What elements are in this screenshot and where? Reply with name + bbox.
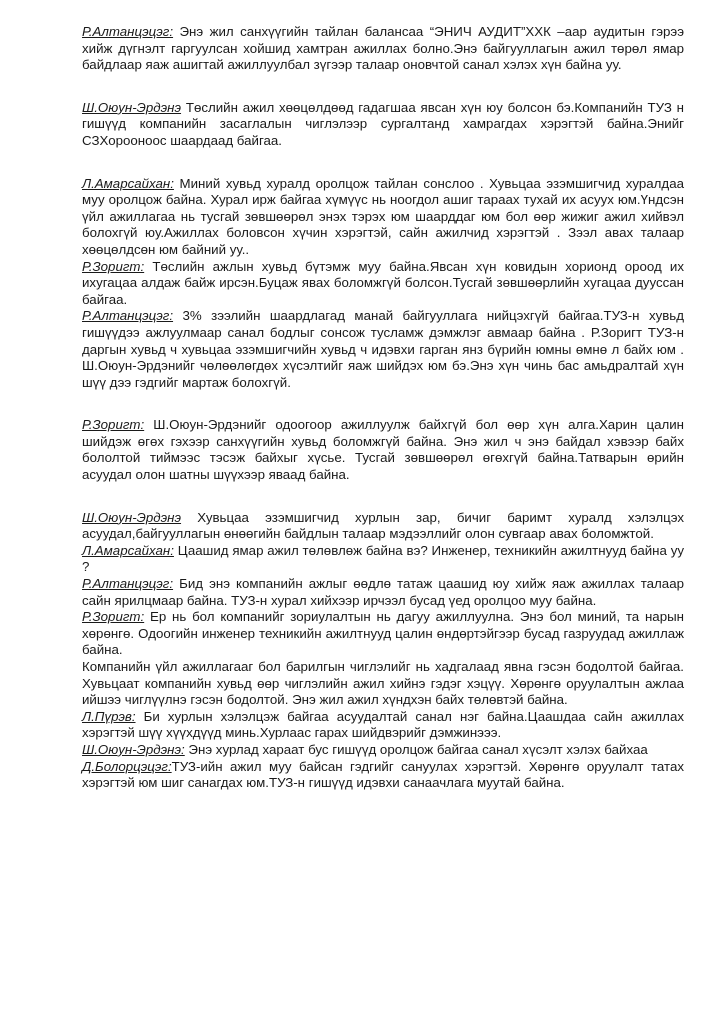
paragraph — [82, 543, 684, 576]
paragraph-text: Би хурлын хэлэлцэж байгаа асуудалтай санал нэг байна.Цаашдаа сайн ажиллах хэрэгтэй шүү хүүхдүүд минь.Хурлаас гарах шийдвэрийг дэмжинэээ. — [82, 708, 684, 741]
paragraph — [82, 510, 684, 543]
paragraph — [82, 576, 684, 609]
speaker-name: Р.Алтанцэцэг: — [82, 576, 174, 592]
paragraph-text: Төслийн ажлын хувьд бүтэмж муу байна.Явсан хүн ковидын хорионд ороод их ихугацаа алдаж байж ирсэн.Буцаж явах боломжгүй болсон.Тусгай зөвшөөрлийн хугацаа дууссан байгаа. — [82, 258, 684, 307]
paragraph-gap — [82, 484, 684, 510]
paragraph-gap — [82, 391, 684, 417]
speaker-name: Л.Пүрэв: — [82, 708, 136, 724]
paragraph — [82, 742, 684, 759]
speaker-name: Р.Зоригт: — [82, 609, 145, 625]
paragraph — [82, 308, 684, 391]
paragraph — [82, 709, 684, 742]
paragraph — [82, 417, 684, 483]
paragraph-text: Компанийн үйл ажиллагааг бол барилгын чиглэлийг нь хадгалаад явна гэсэн бодолтой байгаа. Хувьцаат компанийн хувьд өөр чиглэлийн ажил хийнэ гэдэг хэцүү. Хөрөнгө оруулалтын ажлаа ийшээ чиглүүлнэ гэсэн бодолтой. Энэ жил ажил хүндхэн байх төлөвтэй байна. — [82, 659, 684, 708]
paragraph — [82, 609, 684, 659]
paragraph-gap — [82, 74, 684, 100]
speaker-name: Ш.Оюун-Эрдэнэ: — [82, 741, 185, 757]
paragraph-text: Ер нь бол компанийг зориулалтын нь дагуу ажиллуулна. Энэ бол миний, та нарын хөрөнгө. Одоогийн инженер техникийн ажилтнууд цалин өндөртэйгээр бусад газруудад ажиллаж байна. — [82, 609, 684, 658]
paragraph — [82, 759, 684, 792]
speaker-name: Р.Зоригт: — [82, 258, 145, 274]
paragraph-text: 3% зээлийн шаардлагад манай байгууллага нийцэхгүй байгаа.ТУЗ-н хувьд гишүүдээ ажлуулмаар санал бодлыг сонсож тусламж дэмжлэг авмаар байна . Р.Зоригт ТУЗ-н даргын хувьд ч хувьцаа эзэмшигчийн хувьд ч идэвхи гарган янз бүрийн юмны өмнө л байх юм . Ш.Оюун-Эрдэнийг чөлөөлөгдөх хүсэлтийг яаж шийдэх юм бэ.Энэ хүн чинь бас амьдралтай хүн шүү дээ гэдгийг мартаж болохгүй. — [82, 308, 684, 390]
speaker-name: Р.Алтанцэцэг: — [82, 24, 174, 39]
speaker-name: Л.Амарсайхан: — [82, 175, 174, 191]
paragraph — [82, 659, 684, 709]
paragraph-text: Энэ хурлад хараат бус гишүүд оролцож байгаа санал хүсэлт хэлэх байхаа — [184, 741, 648, 757]
speaker-name: Ш.Оюун-Эрдэнэ — [82, 509, 182, 525]
speaker-name: Л.Амарсайхан: — [82, 542, 174, 558]
paragraph-text: Энэ жил санхүүгийн тайлан балансаа “ЭНИЧ АУДИТ”ХХК –аар аудитын гэрээ хийж дүгнэлт гаргуулсан хойшид хамтран ажиллах болно.Энэ байгууллагын ажил төрөл ямар байдлаар яаж ашигтай ажиллуулбал зүгээр талаар оновчтой санал хэлэх хүн байна уу. — [82, 24, 684, 73]
speaker-name: Р.Алтанцэцэг: — [82, 308, 174, 324]
paragraph-text: Бид энэ компанийн ажлыг өөдлө татаж цаашид юу хийж яаж ажиллах талаар сайн ярилцмаар байна. ТУЗ-н хурал хийхээр ирчээл бусад үед оролцоо муу байна. — [82, 576, 684, 608]
paragraph — [82, 24, 684, 74]
speaker-name: Р.Зоригт: — [82, 417, 145, 433]
paragraph-text: Миний хувьд хуралд оролцож тайлан сонслоо . Хувьцаа эзэмшигчид хуралдаа муу оролцож байна. Хурал ирж байгаа хүмүүс нь ноогдол ашиг тараах тухай их асуух юм.Үндсэн үйл ажиллагаа нь тусгай зөвшөөрөл энэх тэрэх юм шаарддаг юм бол өөр жижиг ажил хийвэл болохгүй юу.Ажиллах боловсон хүчин хэрэгтэй, сайн ажилчид хэрэгтэй . Зээл авах талаар хөөцөлдсөн юм байний уу.. — [82, 175, 684, 257]
speaker-name: Ш.Оюун-Эрдэнэ — [82, 99, 182, 115]
paragraph — [82, 176, 684, 259]
paragraph — [82, 100, 684, 150]
paragraph-text: Хувьцаа эзэмшигчид хурлын зар, бичиг баримт хуралд хэлэлцэх асуудал,байгууллагын өнөөгийн байдлын талаар мэдээллийг олон сувгаар авах боломжтой. — [82, 509, 684, 542]
paragraph-gap — [82, 150, 684, 176]
speaker-name: Д.Болорцэцэг: — [82, 758, 172, 774]
paragraph-text: Цаашид ямар ажил төлөвлөж байна вэ? Инженер, техникийн ажилтнууд байна уу ? — [82, 542, 684, 575]
paragraph — [82, 259, 684, 309]
paragraph-text: ТУЗ-ийн ажил муу байсан гэдгийг сануулах хэрэгтэй. Хөрөнгө оруулалт татах хэрэгтэй юм шиг санагдах юм.ТУЗ-н гишүүд идэвхи санаачлага муутай байна. — [82, 758, 684, 791]
paragraph-text: Төслийн ажил хөөцөлдөөд гадагшаа явсан хүн юу болсон бэ.Компанийн ТУЗ н гишүүд компанийн засаглалын чиглэлээр сургалтанд хамрагдах хэрэгтэй байна.Энийг СЗХорооноос шаардаад байгаа. — [82, 99, 684, 148]
paragraph-text: Ш.Оюун-Эрдэнийг одоогоор ажиллуулж байхгүй бол өөр хүн алга.Харин цалин шийдэж өгөх гэхээр санхүүгийн хувьд боломжгүй байна. Энэ жил ч энэ байдал хэвээр байх бололтой тиймээс тэсэж байхыг хүсье. Тусгай зөвшөөрөл өгөхгүй байна.Татварын өрийн асуудал олон шатны шүүхээр яваад байна. — [82, 417, 684, 483]
